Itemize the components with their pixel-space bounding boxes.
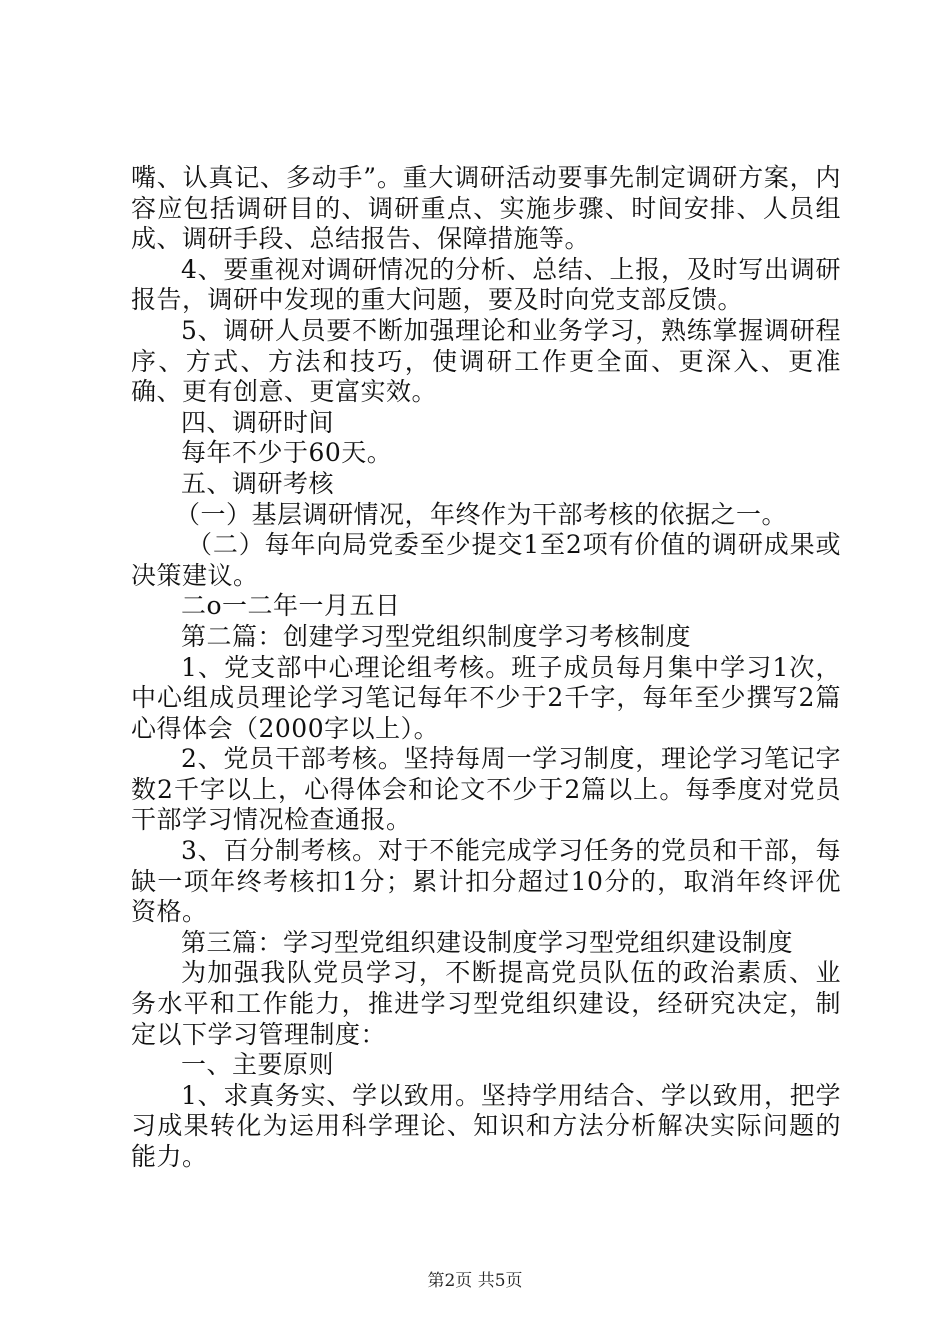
paragraph-item-5: 5、调研人员要不断加强理论和业务学习，熟练掌握调研程序、方式、方法和技巧，使调研工作更全面、更深入、更准确、更有创意、更富实效。 bbox=[131, 315, 841, 407]
document-date: 二o一二年一月五日 bbox=[181, 591, 401, 621]
section-heading-research-time: 四、调研时间 bbox=[181, 407, 335, 437]
section-heading-principles: 一、主要原则 bbox=[181, 1050, 335, 1080]
page-footer: 第2页 共5页 bbox=[427, 1271, 523, 1291]
paragraph-exam-3: 3、百分制考核。对于不能完成学习任务的党员和干部，每缺一项年终考核扣1分；累计扣分超过10分的，取消年终评优资格。 bbox=[131, 836, 841, 927]
paragraph-item-4: 4、要重视对调研情况的分析、总结、上报，及时写出调研报告，调研中发现的重大问题，要及时向党支部反馈。 bbox=[131, 254, 841, 315]
paragraph-research-days: 每年不少于60天。 bbox=[181, 438, 393, 468]
paragraph-assessment-1: （一）基层调研情况，年终作为干部考核的依据之一。 bbox=[175, 499, 788, 529]
paragraph-exam-1: 1、党支部中心理论组考核。班子成员每月集中学习1次，中心组成员理论学习笔记每年不少于2千字，每年至少撰写2篇心得体会（2000字以上）。 bbox=[131, 652, 841, 743]
paragraph-principle-1: 1、求真务实、学以致用。坚持学用结合、学以致用，把学习成果转化为运用科学理论、知识和方法分析解决实际问题的能力。 bbox=[131, 1080, 841, 1171]
section-heading-research-assessment: 五、调研考核 bbox=[181, 468, 335, 498]
paragraph-continuation: 嘴、认真记、多动手”。重大调研活动要事先制定调研方案，内容应包括调研目的、调研重点、实施步骤、时间安排、人员组成、调研手段、总结报告、保障措施等。 bbox=[131, 163, 841, 254]
paragraph-exam-2: 2、党员干部考核。坚持每周一学习制度，理论学习笔记字数2千字以上，心得体会和论文不少于2篇以上。每季度对党员干部学习情况检查通报。 bbox=[131, 744, 841, 835]
chapter-title-2: 第二篇：创建学习型党组织制度学习考核制度 bbox=[181, 621, 692, 651]
document-body bbox=[131, 163, 841, 1173]
paragraph-assessment-2: （二）每年向局党委至少提交1至2项有价值的调研成果或决策建议。 bbox=[131, 530, 841, 590]
chapter-title-3: 第三篇：学习型党组织建设制度学习型党组织建设制度 bbox=[181, 927, 794, 957]
paragraph-intro: 为加强我队党员学习，不断提高党员队伍的政治素质、业务水平和工作能力，推进学习型党组织建设，经研究决定，制定以下学习管理制度： bbox=[131, 958, 841, 1049]
